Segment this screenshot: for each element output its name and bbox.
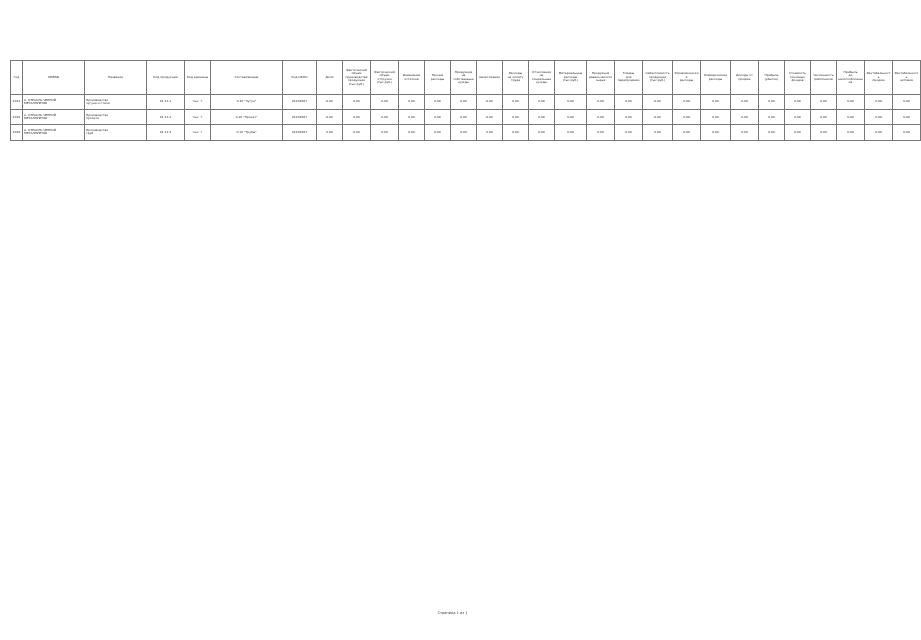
table-cell: 0.00 (451, 125, 477, 140)
column-header: Материальные расходы (тыс.руб.) (555, 61, 587, 95)
table-cell: 0.00 (759, 95, 785, 110)
table-cell: 0.00 (701, 125, 731, 140)
table-cell: 0.00 (785, 125, 811, 140)
table-cell: 0.00 (811, 125, 837, 140)
column-header: Код единицы (185, 61, 211, 95)
column-header: Расходы на оплату труда (503, 61, 529, 95)
table-cell: 0.00 (615, 110, 643, 125)
table-cell: 0.00 (811, 110, 837, 125)
table-cell: 0.00 (555, 95, 587, 110)
column-header: Амортизация (477, 61, 503, 95)
column-header: Фактический объем отгрузки (тыс.руб.) (371, 61, 399, 95)
table-cell: 0.00 (643, 125, 673, 140)
column-header: Рентабельность продаж (865, 61, 893, 95)
table-cell: 0.00 (451, 95, 477, 110)
table-cell: 0.10 "Прокат" (211, 110, 283, 125)
table-cell: 0.00 (503, 110, 529, 125)
data-table (10, 60, 921, 141)
table-cell: тыс. т (185, 125, 211, 140)
table-cell: 0.10 "Трубы" (211, 125, 283, 140)
column-header: Доходы от продаж (731, 61, 759, 95)
table-cell: 0.00 (587, 95, 615, 110)
table-cell: 2014 (11, 95, 23, 110)
table-cell: 0.00 (673, 125, 701, 140)
table-cell: 0.00 (643, 110, 673, 125)
column-header: Код продукции (147, 61, 185, 95)
page-footer: Страница 1 из 1 (437, 611, 468, 615)
column-header: Рентабельность активов (893, 61, 921, 95)
table-cell: 0.00 (529, 125, 555, 140)
table-cell: 0.00 (837, 95, 865, 110)
column-header: Прибыль до налогообложения (837, 61, 865, 95)
table-cell: 0.00 (399, 95, 425, 110)
table-cell: тыс. т (185, 110, 211, 125)
column-header: Код ОКПО (283, 61, 317, 95)
column-header: Составляющие (211, 61, 283, 95)
table-cell: 0.00 (529, 95, 555, 110)
table-row (11, 95, 921, 110)
column-header: Коммерческие расходы (701, 61, 731, 95)
table-cell: 0.00 (477, 110, 503, 125)
table-cell: 0.00 (503, 125, 529, 140)
table-cell: 0.00 (343, 110, 371, 125)
table-cell: 0.00 (893, 110, 921, 125)
column-header: Прочие расходы (425, 61, 451, 95)
table-cell: 01234567 (283, 95, 317, 110)
table-cell: 0.00 (643, 95, 673, 110)
table-cell: А. ОТРАСЛЬ ЧЕРНОЙ МЕТАЛЛУРГИИ (23, 95, 85, 110)
table-cell: 0.00 (587, 110, 615, 125)
table-cell: 01.11.2 (147, 110, 185, 125)
table-cell: 0.00 (893, 125, 921, 140)
table-cell: 0.00 (785, 110, 811, 125)
table-cell: 0.00 (399, 125, 425, 140)
table-cell: 0.00 (371, 125, 399, 140)
table-cell: 0.00 (759, 110, 785, 125)
table-cell: 0.00 (425, 110, 451, 125)
table-cell: Производство проката (85, 110, 147, 125)
table-cell: 0.00 (503, 95, 529, 110)
table-cell: 2016 (11, 125, 23, 140)
column-header: Прибыль (убыток) (759, 61, 785, 95)
table-cell: 0.00 (587, 125, 615, 140)
table-cell: 0.00 (477, 95, 503, 110)
table-cell: 0.00 (865, 95, 893, 110)
table-cell: 01234567 (283, 110, 317, 125)
table-cell: 0.00 (785, 95, 811, 110)
table-cell: 0.00 (343, 125, 371, 140)
header-row (11, 61, 921, 95)
table-cell: 0.00 (451, 110, 477, 125)
table-cell: 0.10 "Чугун" (211, 95, 283, 110)
column-header: ОКВЭД (23, 61, 85, 95)
column-header: Год (11, 61, 23, 95)
table-cell: 0.00 (615, 125, 643, 140)
column-header: Продукция давальческого сырья (587, 61, 615, 95)
table-cell: 0.00 (317, 125, 343, 140)
table-cell: 01.11.3 (147, 125, 185, 140)
table-cell: А. ОТРАСЛЬ ЧЕРНОЙ МЕТАЛЛУРГИИ (23, 110, 85, 125)
table-cell: 0.00 (731, 125, 759, 140)
table-cell: тыс. т (185, 95, 211, 110)
table-cell: 0.00 (371, 95, 399, 110)
table-cell: 0.00 (759, 125, 785, 140)
table-cell: 0.00 (865, 110, 893, 125)
table-cell: 0.00 (399, 110, 425, 125)
table-header (11, 61, 921, 95)
table-cell: 0.00 (343, 95, 371, 110)
table-body (11, 95, 921, 141)
table-cell: 01234567 (283, 125, 317, 140)
table-cell: 0.00 (425, 95, 451, 110)
table-cell: 0.00 (529, 110, 555, 125)
table-cell: 0.00 (555, 125, 587, 140)
table-cell: 0.00 (701, 95, 731, 110)
table-cell: 0.00 (701, 110, 731, 125)
column-header: Стоимость основных фондов (785, 61, 811, 95)
table-cell: 0.00 (317, 95, 343, 110)
column-header: Отчисления на социальные нужды (529, 61, 555, 95)
column-header: Изменение остатков (399, 61, 425, 95)
table-cell: 01.11.1 (147, 95, 185, 110)
table-cell: Производство труб (85, 125, 147, 140)
table-cell: 0.00 (837, 125, 865, 140)
column-header: Себестоимость продукции (тыс.руб.) (643, 61, 673, 95)
column-header: Управленческие расходы (673, 61, 701, 95)
table-cell: 0.00 (425, 125, 451, 140)
table-cell: 0.00 (865, 125, 893, 140)
column-header: Численность работников (811, 61, 837, 95)
column-header: Товары для перепродажи (615, 61, 643, 95)
column-header: Название (85, 61, 147, 95)
table-cell: 0.00 (673, 110, 701, 125)
table-cell: 0.00 (371, 110, 399, 125)
table-cell: А. ОТРАСЛЬ ЧЕРНОЙ МЕТАЛЛУРГИИ (23, 125, 85, 140)
table-cell: 0.00 (731, 95, 759, 110)
table-cell: 0.00 (615, 95, 643, 110)
column-header: Доля (317, 61, 343, 95)
table-cell: 0.00 (837, 110, 865, 125)
table-cell: 0.00 (477, 125, 503, 140)
table-cell: Производство чугуна и стали (85, 95, 147, 110)
table-cell: 0.00 (555, 110, 587, 125)
column-header: Фактический объем производства продукции (тыс.руб.) (343, 61, 371, 95)
table-cell: 0.00 (811, 95, 837, 110)
table-cell: 2015 (11, 110, 23, 125)
table-cell: 0.00 (673, 95, 701, 110)
table-cell: 0.00 (317, 110, 343, 125)
table-cell: 0.00 (893, 95, 921, 110)
table-row (11, 110, 921, 125)
table-row (11, 125, 921, 140)
column-header: Продукция на собственные нужды (451, 61, 477, 95)
table-cell: 0.00 (731, 110, 759, 125)
